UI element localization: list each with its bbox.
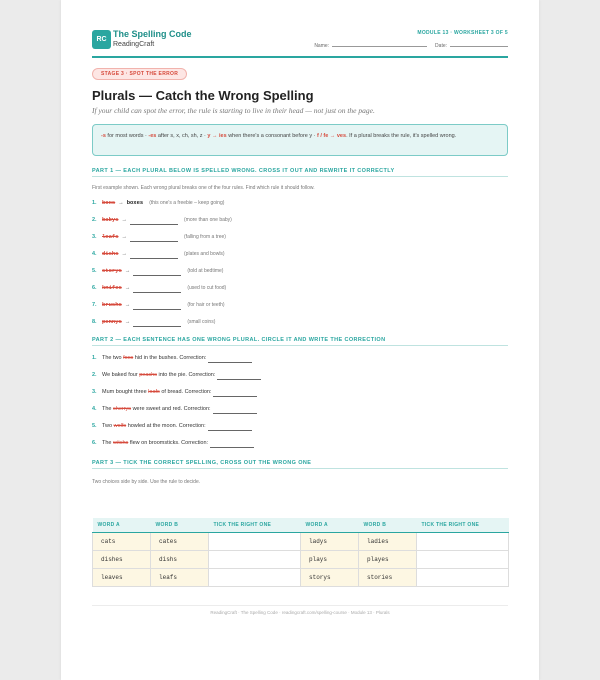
wrong-plural[interactable]: loafs bbox=[148, 389, 160, 395]
arrow-icon: → bbox=[121, 217, 128, 223]
answer-blank[interactable] bbox=[130, 236, 178, 242]
rule-text-ves: . If a plural breaks the rule, it's spelled wrong. bbox=[346, 133, 457, 139]
wrong-plural: storys bbox=[102, 267, 122, 274]
wrong-plural[interactable]: cherrys bbox=[113, 406, 132, 412]
brand-subname: ReadingCraft bbox=[113, 41, 155, 48]
part3-heading: PART 3 — TICK THE CORRECT SPELLING, CROSS OUT THE WRONG ONE bbox=[92, 460, 508, 469]
item-number: 7. bbox=[92, 302, 97, 308]
part1-item bbox=[92, 266, 392, 275]
part1-item bbox=[92, 300, 392, 309]
correction-blank[interactable] bbox=[217, 374, 261, 380]
sentence-before: The two bbox=[102, 355, 122, 361]
answer-blank[interactable] bbox=[130, 219, 178, 225]
rule-text-es: after s, x, ch, sh, z · bbox=[157, 133, 206, 139]
name-date-fields bbox=[314, 43, 508, 49]
part2-sentence bbox=[92, 354, 392, 363]
word-b-cell[interactable]: stories bbox=[359, 568, 417, 586]
item-number: 5. bbox=[92, 423, 97, 429]
date-label: Date: bbox=[435, 43, 447, 49]
correct-plural: boxes bbox=[126, 199, 144, 206]
item-number: 8. bbox=[92, 319, 97, 325]
rule-term-ves: f / fe → ves bbox=[317, 133, 347, 139]
table-row bbox=[93, 532, 509, 550]
page-subtitle: If your child can spot the error, the rule is starting to live in their head — not just on the page. bbox=[92, 106, 375, 115]
wrong-plural[interactable]: witchs bbox=[113, 440, 129, 446]
name-label: Name: bbox=[314, 43, 330, 49]
wrong-plural: boxs bbox=[102, 199, 116, 206]
rule-term-ies: y → ies bbox=[207, 133, 227, 139]
word-b-cell[interactable]: cates bbox=[151, 532, 209, 550]
rules-box bbox=[92, 124, 508, 156]
worksheet-content bbox=[92, 28, 508, 615]
correction-blank[interactable] bbox=[210, 442, 254, 448]
part1-note: First example shown. Each wrong plural breaks one of the four rules. Find which rule it should follow. bbox=[92, 185, 315, 191]
wrong-plural: dishs bbox=[102, 250, 119, 257]
item-number: 6. bbox=[92, 285, 97, 291]
word-a-cell[interactable]: ladys bbox=[301, 532, 359, 550]
item-number: 6. bbox=[92, 440, 97, 446]
correction-blank[interactable] bbox=[208, 357, 252, 363]
part1-item bbox=[92, 317, 392, 326]
part3-note: Two choices side by side. Use the rule to decide. bbox=[92, 479, 201, 485]
answer-blank[interactable] bbox=[133, 287, 181, 293]
item-number: 4. bbox=[92, 406, 97, 412]
word-a-cell[interactable]: cats bbox=[93, 532, 151, 550]
word-b-cell[interactable]: leafs bbox=[151, 568, 209, 586]
arrow-icon: → bbox=[121, 251, 128, 257]
item-number: 1. bbox=[92, 200, 97, 206]
col-word-b: WORD B bbox=[151, 518, 209, 532]
sentence-after: were sweet and red. Correction: bbox=[132, 406, 211, 412]
page-footer: ReadingCraft · The Spelling Code · readingcraft.com/spelling-course · Module 13 · Plurals bbox=[92, 605, 508, 615]
wrong-plural: babys bbox=[102, 216, 119, 223]
part2-sentence bbox=[92, 422, 392, 431]
sentence-after: flew on broomsticks. Correction: bbox=[129, 440, 209, 446]
word-b-cell[interactable]: playes bbox=[359, 550, 417, 568]
item-hint: (plates and bowls) bbox=[184, 251, 225, 257]
col-tick: TICK THE RIGHT ONE bbox=[209, 518, 301, 532]
part1-heading: PART 1 — EACH PLURAL BELOW IS SPELLED WRONG. CROSS IT OUT AND REWRITE IT CORRECTLY bbox=[92, 168, 508, 177]
arrow-icon: → bbox=[124, 319, 131, 325]
answer-blank[interactable] bbox=[130, 253, 178, 259]
sentence-after: hid in the bushes. Correction: bbox=[134, 355, 207, 361]
sentence-before: We baked four bbox=[102, 372, 138, 378]
item-hint: (small coins) bbox=[187, 319, 216, 325]
rule-term-s: -s bbox=[101, 133, 106, 139]
word-a-cell[interactable]: plays bbox=[301, 550, 359, 568]
part2-sentence bbox=[92, 388, 392, 397]
item-hint: (for hair or teeth) bbox=[187, 302, 225, 308]
tick-cell[interactable] bbox=[209, 550, 301, 568]
table-row bbox=[93, 568, 509, 586]
part2-sentence bbox=[92, 371, 392, 380]
rule-text-s: for most words · bbox=[107, 133, 147, 139]
tick-cell[interactable] bbox=[417, 550, 509, 568]
part2-heading: PART 2 — EACH SENTENCE HAS ONE WRONG PLURAL. CIRCLE IT AND WRITE THE CORRECTION bbox=[92, 337, 508, 346]
module-label: MODULE 13 · WORKSHEET 3 OF 5 bbox=[417, 30, 508, 36]
item-number: 1. bbox=[92, 355, 97, 361]
word-b-cell[interactable]: dishs bbox=[151, 550, 209, 568]
col-word-a: WORD A bbox=[93, 518, 151, 532]
wrong-plural[interactable]: peachs bbox=[139, 372, 157, 378]
arrow-icon: → bbox=[124, 302, 131, 308]
word-a-cell[interactable]: dishes bbox=[93, 550, 151, 568]
part1-item bbox=[92, 283, 392, 292]
col-word-a: WORD A bbox=[301, 518, 359, 532]
part2-sentence bbox=[92, 439, 392, 448]
arrow-icon: → bbox=[124, 268, 131, 274]
brand-name: The Spelling Code bbox=[113, 29, 192, 39]
brand-logo: RC bbox=[92, 30, 111, 49]
wrong-plural: pennys bbox=[102, 318, 122, 325]
answer-blank[interactable] bbox=[133, 321, 181, 327]
tick-cell[interactable] bbox=[209, 532, 301, 550]
item-number: 3. bbox=[92, 234, 97, 240]
name-field[interactable] bbox=[332, 46, 427, 47]
wrong-plural: leafs bbox=[102, 233, 119, 240]
col-tick: TICK THE RIGHT ONE bbox=[417, 518, 509, 532]
sentence-after: of bread. Correction: bbox=[161, 389, 212, 395]
stage-badge: STAGE 3 · SPOT THE ERROR bbox=[92, 68, 187, 80]
item-number: 3. bbox=[92, 389, 97, 395]
arrow-icon: → bbox=[124, 285, 131, 291]
answer-blank[interactable] bbox=[133, 304, 181, 310]
item-number: 4. bbox=[92, 251, 97, 257]
wrong-plural: brushs bbox=[102, 301, 122, 308]
sentence-before: The bbox=[102, 440, 112, 446]
rule-term-es: -es bbox=[148, 133, 157, 139]
part1-item bbox=[92, 198, 392, 207]
word-a-cell[interactable]: leaves bbox=[93, 568, 151, 586]
date-field[interactable] bbox=[450, 46, 508, 47]
table-header-row bbox=[93, 518, 509, 532]
col-word-b: WORD B bbox=[359, 518, 417, 532]
item-hint: (falling from a tree) bbox=[184, 234, 226, 240]
word-b-cell[interactable]: ladies bbox=[359, 532, 417, 550]
item-number: 2. bbox=[92, 372, 97, 378]
sentence-before: Mum bought three bbox=[102, 389, 147, 395]
page-title: Plurals — Catch the Wrong Spelling bbox=[92, 88, 314, 103]
part1-item bbox=[92, 232, 392, 241]
answer-blank[interactable] bbox=[133, 270, 181, 276]
item-hint: (this one's a freebie – keep going) bbox=[149, 200, 225, 206]
arrow-icon: → bbox=[121, 234, 128, 240]
sentence-after: howled at the moon. Correction: bbox=[127, 423, 206, 429]
item-number: 2. bbox=[92, 217, 97, 223]
item-hint: (used to cut food) bbox=[187, 285, 227, 291]
rule-text-ies: when there's a consonant before y · bbox=[228, 133, 316, 139]
part1-item bbox=[92, 215, 392, 224]
spelling-choice-table bbox=[92, 518, 509, 587]
worksheet-header bbox=[92, 28, 508, 58]
sentence-before: The bbox=[102, 406, 112, 412]
correction-blank[interactable] bbox=[208, 425, 252, 431]
correction-blank[interactable] bbox=[213, 408, 257, 414]
wrong-plural: knifes bbox=[102, 284, 122, 291]
correction-blank[interactable] bbox=[213, 391, 257, 397]
worksheet-page bbox=[61, 0, 539, 680]
arrow-icon: → bbox=[118, 200, 124, 206]
tick-cell[interactable] bbox=[209, 568, 301, 586]
wrong-plural[interactable]: foxs bbox=[123, 355, 134, 361]
item-number: 5. bbox=[92, 268, 97, 274]
part1-item bbox=[92, 249, 392, 258]
word-a-cell[interactable]: storys bbox=[301, 568, 359, 586]
tick-cell[interactable] bbox=[417, 568, 509, 586]
sentence-before: Two bbox=[102, 423, 113, 429]
wrong-plural[interactable]: wolfs bbox=[113, 423, 127, 429]
table-row bbox=[93, 550, 509, 568]
part2-sentence bbox=[92, 405, 392, 414]
tick-cell[interactable] bbox=[417, 532, 509, 550]
sentence-after: into the pie. Correction: bbox=[158, 372, 216, 378]
item-hint: (more than one baby) bbox=[184, 217, 232, 223]
item-hint: (told at bedtime) bbox=[187, 268, 224, 274]
